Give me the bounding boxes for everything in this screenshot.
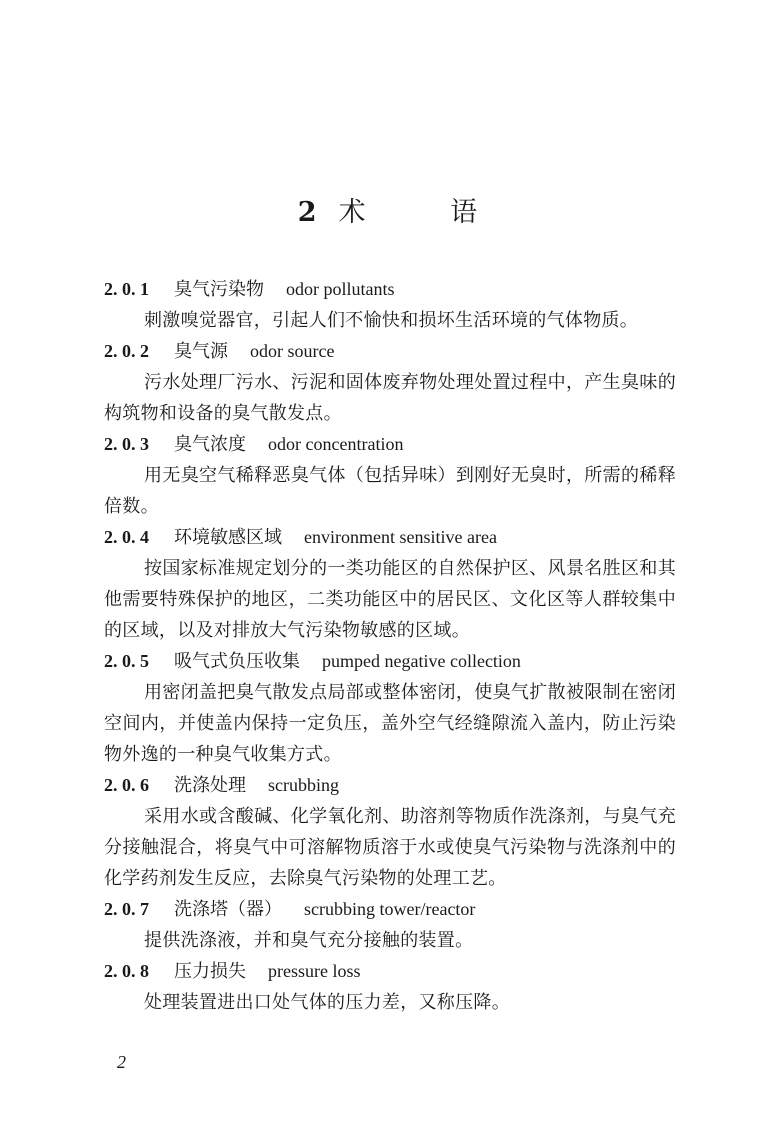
chapter-title: 术 语: [338, 197, 516, 228]
term-entry: [104, 956, 676, 1018]
term-heading: [104, 894, 676, 925]
term-english: pumped negative collection: [322, 651, 521, 671]
term-heading: [104, 646, 676, 677]
term-chinese: 臭气污染物: [174, 279, 264, 300]
term-definition: 刺激嗅觉器官，引起人们不愉快和损坏生活环境的气体物质。: [144, 310, 639, 331]
term-heading: [104, 956, 676, 987]
term-english: scrubbing tower/reactor: [304, 899, 476, 919]
term-entry: [104, 522, 676, 646]
term-chinese: 洗涤处理: [174, 775, 246, 796]
term-entry: [104, 894, 676, 956]
term-chinese: 臭气源: [174, 341, 228, 362]
term-entry: [104, 336, 676, 429]
chapter-number: 2: [297, 197, 317, 228]
term-entry: [104, 646, 676, 770]
term-entry: [104, 274, 676, 336]
term-entry: [104, 770, 676, 894]
term-number: 2. 0. 2: [104, 341, 149, 361]
term-english: pressure loss: [268, 961, 361, 981]
term-chinese: 洗涤塔（器）: [174, 899, 282, 920]
term-definition: 采用水或含酸碱、化学氧化剂、助溶剂等物质作洗涤剂，与臭气充分接触混合，将臭气中可溶解物质溶于水或使臭气污染物与洗涤剂中的化学药剂发生反应，去除臭气污染物的处理工艺。: [104, 806, 676, 889]
term-definition: 提供洗涤液，并和臭气充分接触的装置。: [144, 930, 474, 951]
page-number: 2: [117, 1052, 126, 1072]
term-english: scrubbing: [268, 775, 339, 795]
term-number: 2. 0. 7: [104, 899, 149, 919]
term-heading: [104, 429, 676, 460]
chapter-heading: [0, 190, 775, 229]
term-chinese: 环境敏感区域: [174, 527, 282, 548]
term-number: 2. 0. 5: [104, 651, 149, 671]
term-chinese: 压力损失: [174, 961, 246, 982]
terms-list: [104, 274, 676, 1018]
term-english: odor source: [250, 341, 335, 361]
term-definition: 按国家标准规定划分的一类功能区的自然保护区、风景名胜区和其他需要特殊保护的地区，二类功能区中的居民区、文化区等人群较集中的区域，以及对排放大气污染物敏感的区域。: [104, 558, 676, 641]
term-number: 2. 0. 3: [104, 434, 149, 454]
term-number: 2. 0. 8: [104, 961, 149, 981]
term-heading: [104, 336, 676, 367]
term-number: 2. 0. 4: [104, 527, 149, 547]
term-english: odor concentration: [268, 434, 404, 454]
term-heading: [104, 522, 676, 553]
term-heading: [104, 770, 676, 801]
term-entry: [104, 429, 676, 522]
term-definition: 用密闭盖把臭气散发点局部或整体密闭，使臭气扩散被限制在密闭空间内，并使盖内保持一定负压，盖外空气经缝隙流入盖内，防止污染物外逸的一种臭气收集方式。: [104, 682, 676, 765]
term-definition: 污水处理厂污水、污泥和固体废弃物处理处置过程中，产生臭味的构筑物和设备的臭气散发点。: [104, 372, 676, 424]
term-number: 2. 0. 6: [104, 775, 149, 795]
term-chinese: 臭气浓度: [174, 434, 246, 455]
term-definition: 处理装置进出口处气体的压力差，又称压降。: [144, 992, 510, 1013]
term-definition: 用无臭空气稀释恶臭气体（包括异味）到刚好无臭时，所需的稀释倍数。: [104, 465, 676, 517]
term-number: 2. 0. 1: [104, 279, 149, 299]
term-english: odor pollutants: [286, 279, 395, 299]
term-chinese: 吸气式负压收集: [174, 651, 300, 672]
term-heading: [104, 274, 676, 305]
term-english: environment sensitive area: [304, 527, 497, 547]
